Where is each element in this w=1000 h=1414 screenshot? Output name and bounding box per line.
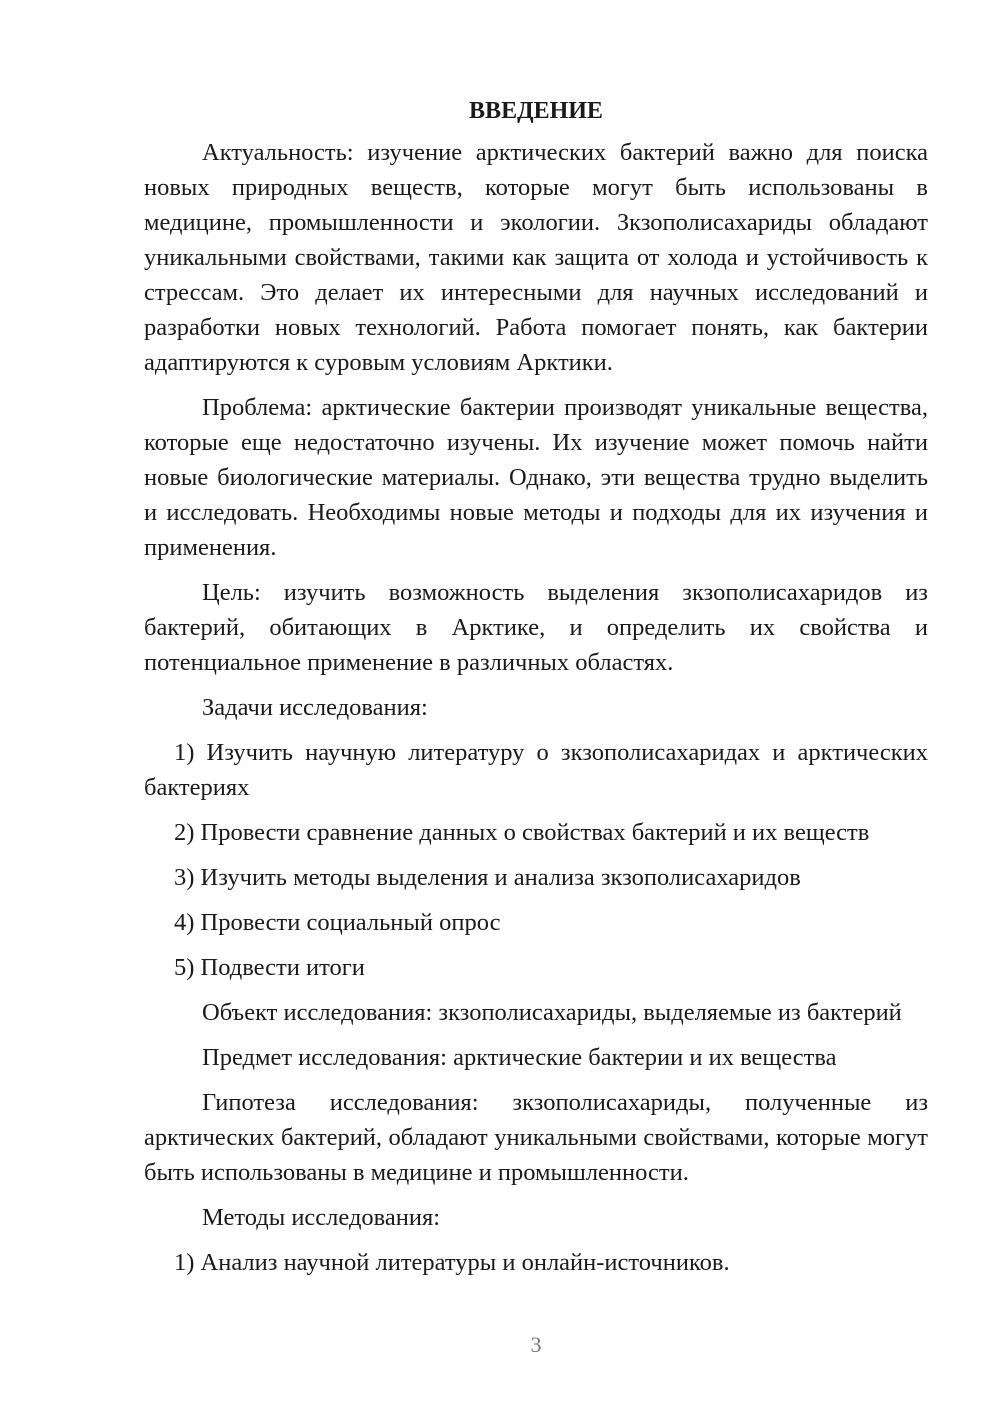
task-item: 4) Провести социальный опрос — [174, 909, 501, 936]
task-item: 1) Изучить научную литературу о зкзополисахаридах и арктических бактериях — [144, 739, 928, 801]
goal-paragraph: Цель: изучить возможность выделения зкзополисахаридов из бактерий, обитающих в Арктике, и определить их свойства и потенциальное применение в различных областях. — [144, 579, 928, 676]
document-body — [144, 94, 928, 1290]
task-item: 3) Изучить методы выделения и анализа зкзополисахаридов — [174, 864, 801, 891]
hypothesis-paragraph: Гипотеза исследования: зкзополисахариды, полученные из арктических бактерий, обладают уникальными свойствами, которые могут быть использованы в медицине и промышленности. — [144, 1089, 928, 1186]
tasks-title: Задачи исследования: — [202, 694, 428, 721]
task-item: 2) Провести сравнение данных о свойствах бактерий и их веществ — [174, 819, 870, 846]
section-heading: ВВЕДЕНИЕ — [469, 98, 603, 124]
problem-paragraph: Проблема: арктические бактерии производят уникальные вещества, которые еще недостаточно изучены. Их изучение может помочь найти новые биологические материалы. Однако, эти вещества трудно выделить и исследовать. Необходимы новые методы и подходы для их изучения и применения. — [144, 394, 928, 561]
task-item: 5) Подвести итоги — [174, 954, 365, 981]
object-paragraph: Объект исследования: зкзополисахариды, выделяемые из бактерий — [202, 999, 902, 1026]
subject-paragraph: Предмет исследования: арктические бактерии и их вещества — [202, 1044, 837, 1071]
methods-title: Методы исследования: — [202, 1204, 441, 1231]
method-item: 1) Анализ научной литературы и онлайн-источников. — [174, 1249, 730, 1276]
page-number: 3 — [530, 1332, 542, 1357]
relevance-paragraph: Актуальность: изучение арктических бактерий важно для поиска новых природных веществ, которые могут быть использованы в медицине, промышленности и экологии. Зкзополисахариды обладают уникальными свойствами, такими как защита от холода и устойчивость к стрессам. Это делает их интересными для научных исследований и разработки новых технологий. Работа помогает понять, как бактерии адаптируются к суровым условиям Арктики. — [144, 139, 928, 376]
